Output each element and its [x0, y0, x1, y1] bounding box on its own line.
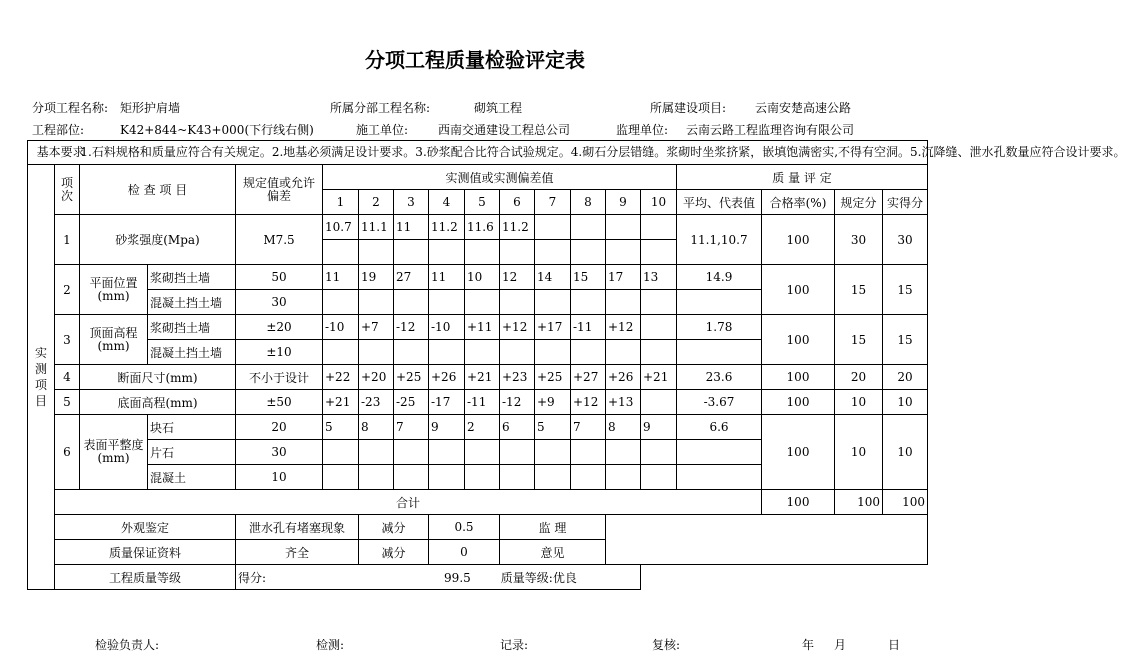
appearance-row	[28, 515, 928, 540]
row-item-name: 砂浆强度(Mpa)	[80, 215, 236, 265]
row-number: 2	[55, 265, 80, 315]
measured-value	[571, 290, 606, 315]
table-row	[28, 315, 928, 340]
measured-value: +21	[323, 390, 359, 415]
measured-value: 11	[429, 265, 465, 290]
row-actual-score: 10	[883, 390, 928, 415]
measured-value	[429, 290, 465, 315]
row-spec: 20	[236, 415, 323, 440]
supervisor-value: 云南云路工程监理咨询有限公司	[686, 123, 855, 137]
measured-value: -10	[429, 315, 465, 340]
item-unit: (mm)	[97, 288, 130, 303]
measured-value: +9	[535, 390, 571, 415]
requirements-row	[28, 141, 928, 165]
total-row	[28, 490, 928, 515]
measured-value	[571, 465, 606, 490]
grade-label: 工程质量等级	[55, 565, 236, 590]
row-spec-score: 10	[835, 415, 883, 490]
measured-value	[359, 240, 394, 265]
row-item-name	[80, 415, 148, 490]
measured-value	[535, 465, 571, 490]
supervisor-label: 监理单位:	[616, 123, 669, 137]
division-value: 砌筑工程	[474, 101, 523, 115]
measured-value	[535, 290, 571, 315]
header-spec-score: 规定分	[835, 190, 883, 215]
total-actual-score: 100	[883, 490, 928, 515]
measured-value: 9	[429, 415, 465, 440]
measured-value: 12	[500, 265, 535, 290]
item-name: 表面平整度	[83, 438, 144, 452]
qa-deduct-label: 减分	[359, 540, 429, 565]
measured-value: +27	[571, 365, 606, 390]
item-name: 平面位置	[89, 275, 138, 290]
grade-level-value: 优良	[552, 570, 577, 585]
measured-value: 7	[394, 415, 429, 440]
table-row	[28, 215, 928, 240]
measured-value	[641, 290, 677, 315]
measured-value	[606, 215, 641, 240]
row-spec-score: 30	[835, 215, 883, 265]
measured-value	[500, 290, 535, 315]
table-row	[28, 415, 928, 440]
measured-value: +22	[323, 365, 359, 390]
grade-blank	[641, 565, 928, 590]
measured-value: 14	[535, 265, 571, 290]
row-spec: 50	[236, 265, 323, 290]
measured-value	[500, 340, 535, 365]
item-unit: (mm)	[97, 451, 130, 465]
measured-value	[606, 440, 641, 465]
row-sub-item: 块石	[148, 415, 236, 440]
score-value: 99.5	[444, 570, 471, 585]
row-pass-rate: 100	[762, 315, 835, 365]
measured-value: 13	[641, 265, 677, 290]
measured-value	[571, 340, 606, 365]
row-number: 3	[55, 315, 80, 365]
row-pass-rate: 100	[762, 390, 835, 415]
measured-value: 9	[641, 415, 677, 440]
measured-value: -23	[359, 390, 394, 415]
row-item-name	[80, 265, 148, 315]
measured-value	[429, 340, 465, 365]
measured-value: 27	[394, 265, 429, 290]
measured-value: +26	[606, 365, 641, 390]
project-value: 云南安楚高速公路	[755, 101, 852, 115]
row-avg	[677, 340, 762, 365]
row-actual-score: 30	[883, 215, 928, 265]
row-spec: 30	[236, 440, 323, 465]
year-label: 年	[802, 638, 815, 652]
inspector-label: 检验负责人:	[95, 638, 160, 652]
row-avg	[677, 290, 762, 315]
day-label: 日	[888, 638, 901, 652]
measured-value: 19	[359, 265, 394, 290]
measured-value: 5	[535, 415, 571, 440]
month-label: 月	[834, 638, 847, 652]
measured-value	[359, 440, 394, 465]
measured-value: 8	[606, 415, 641, 440]
row-number: 1	[55, 215, 80, 265]
measured-value	[571, 215, 606, 240]
column-header-row	[28, 165, 928, 190]
item-unit: (mm)	[97, 338, 130, 353]
requirements-text: 1.石料规格和质量应符合有关规定。2.地基必须满足设计要求。3.砂浆配合比符合试验规定。4.砌石分层错缝。浆砌时坐浆挤紧，嵌填饱满密实,不得有空洞。5.沉降缝、泄水孔数量应符合设计要求。	[80, 145, 1125, 159]
measured-value: -25	[394, 390, 429, 415]
requirements-cell	[28, 141, 1125, 165]
row-sub-item: 浆砌挡土墙	[148, 315, 236, 340]
measured-value: -12	[500, 390, 535, 415]
inspection-table	[27, 140, 1125, 590]
measured-value	[394, 440, 429, 465]
measured-value	[535, 240, 571, 265]
row-item-name	[80, 315, 148, 365]
row-spec-score: 20	[835, 365, 883, 390]
measured-value: 10	[465, 265, 500, 290]
measured-value	[641, 240, 677, 265]
measured-value	[429, 440, 465, 465]
row-sub-item: 片石	[148, 440, 236, 465]
row-item-name: 底面高程(mm)	[80, 390, 236, 415]
row-number: 5	[55, 390, 80, 415]
measured-value	[606, 240, 641, 265]
division-label: 所属分部工程名称:	[330, 101, 431, 115]
measured-value	[500, 240, 535, 265]
table-row	[28, 265, 928, 290]
measured-value: +25	[394, 365, 429, 390]
header-number: 5	[465, 190, 500, 215]
header-actual-score: 实得分	[883, 190, 928, 215]
qa-label: 质量保证资料	[55, 540, 236, 565]
contractor-label: 施工单位:	[356, 123, 409, 137]
appearance-label: 外观鉴定	[55, 515, 236, 540]
row-pass-rate: 100	[762, 415, 835, 490]
row-actual-score: 10	[883, 415, 928, 490]
review-label: 复核:	[652, 638, 681, 652]
measured-value	[465, 240, 500, 265]
row-spec: 10	[236, 465, 323, 490]
measured-value: -12	[394, 315, 429, 340]
page-title: 分项工程质量检验评定表	[365, 48, 585, 72]
location-value: K42+844~K43+000(下行线右侧)	[120, 123, 314, 137]
test-label: 检测:	[316, 638, 345, 652]
row-pass-rate: 100	[762, 215, 835, 265]
score-label: 得分:	[238, 570, 267, 585]
measured-value	[323, 465, 359, 490]
appearance-deduct: 0.5	[429, 515, 500, 540]
measured-value	[641, 315, 677, 340]
row-actual-score: 15	[883, 315, 928, 365]
measured-value	[323, 440, 359, 465]
measured-value: 17	[606, 265, 641, 290]
item-name-value: 矩形护肩墙	[120, 101, 181, 115]
measured-value	[323, 340, 359, 365]
item-name: 顶面高程	[89, 325, 138, 340]
contractor-value: 西南交通建设工程总公司	[438, 123, 571, 137]
supervision-opinion	[606, 515, 928, 565]
measured-value	[359, 340, 394, 365]
header-number: 10	[641, 190, 677, 215]
measured-value: +11	[465, 315, 500, 340]
measured-value	[606, 340, 641, 365]
row-avg: 14.9	[677, 265, 762, 290]
measured-value	[641, 440, 677, 465]
grade-level-label: 质量等级:	[500, 570, 553, 585]
header-number: 2	[359, 190, 394, 215]
row-avg: 6.6	[677, 415, 762, 440]
measured-value: +21	[465, 365, 500, 390]
measured-value	[394, 340, 429, 365]
row-spec-score: 15	[835, 315, 883, 365]
header-item-no: 项次	[55, 165, 80, 215]
item-name-label: 分项工程名称:	[32, 101, 109, 115]
row-avg: 1.78	[677, 315, 762, 340]
measured-value: +21	[641, 365, 677, 390]
header-measured: 实测值或实测偏差值	[323, 165, 677, 190]
project-label: 所属建设项目:	[650, 101, 727, 115]
measured-value: 5	[323, 415, 359, 440]
row-avg: -3.67	[677, 390, 762, 415]
measured-value	[535, 440, 571, 465]
record-label: 记录:	[500, 638, 529, 652]
measured-value: 2	[465, 415, 500, 440]
header-avg: 平均、代表值	[677, 190, 762, 215]
measured-value: +25	[535, 365, 571, 390]
measured-value	[465, 290, 500, 315]
measured-value: 11	[394, 215, 429, 240]
measured-value	[394, 290, 429, 315]
row-spec: 不小于设计	[236, 365, 323, 390]
measured-value	[535, 340, 571, 365]
measured-value	[359, 465, 394, 490]
total-spec-score: 100	[835, 490, 883, 515]
measured-value: +12	[500, 315, 535, 340]
measured-value	[465, 440, 500, 465]
row-sub-item: 混凝土	[148, 465, 236, 490]
measured-value: +23	[500, 365, 535, 390]
measured-value: -11	[465, 390, 500, 415]
measured-value	[571, 440, 606, 465]
measured-value	[323, 240, 359, 265]
row-item-name: 断面尺寸(mm)	[80, 365, 236, 390]
header-number: 7	[535, 190, 571, 215]
measured-value: +26	[429, 365, 465, 390]
row-avg: 23.6	[677, 365, 762, 390]
measured-value	[606, 290, 641, 315]
measured-value	[641, 390, 677, 415]
header-spec: 规定值或允许偏差	[236, 165, 323, 215]
header-number: 6	[500, 190, 535, 215]
header-check-item: 检 查 项 目	[80, 165, 236, 215]
row-avg	[677, 440, 762, 465]
row-number: 6	[55, 415, 80, 490]
header-number: 4	[429, 190, 465, 215]
requirements-label: 基本要求	[36, 145, 85, 159]
row-spec: ±10	[236, 340, 323, 365]
side-label: 实 测 项 目	[28, 165, 55, 590]
measured-value: +13	[606, 390, 641, 415]
row-spec: 30	[236, 290, 323, 315]
table-row	[28, 365, 928, 390]
measured-value	[323, 290, 359, 315]
measured-value: -17	[429, 390, 465, 415]
total-pass-rate: 100	[762, 490, 835, 515]
measured-value: +20	[359, 365, 394, 390]
row-avg: 11.1,10.7	[677, 215, 762, 265]
measured-value	[465, 465, 500, 490]
measured-value	[641, 465, 677, 490]
qa-value: 齐全	[236, 540, 359, 565]
measured-value: 10.7	[323, 215, 359, 240]
opinion-label: 意见	[500, 540, 606, 565]
measured-value	[606, 465, 641, 490]
grade-cell	[236, 565, 641, 590]
row-spec-score: 10	[835, 390, 883, 415]
row-pass-rate: 100	[762, 265, 835, 315]
header-number: 3	[394, 190, 429, 215]
header-number: 8	[571, 190, 606, 215]
measured-value: -10	[323, 315, 359, 340]
header-number: 9	[606, 190, 641, 215]
measured-value: 11.1	[359, 215, 394, 240]
measured-value	[465, 340, 500, 365]
measured-value	[429, 240, 465, 265]
measured-value	[535, 215, 571, 240]
total-label: 合计	[55, 490, 762, 515]
measured-value	[500, 465, 535, 490]
measured-value	[571, 240, 606, 265]
row-spec: ±50	[236, 390, 323, 415]
row-sub-item: 浆砌挡土墙	[148, 265, 236, 290]
grade-row	[28, 565, 928, 590]
row-number: 4	[55, 365, 80, 390]
row-sub-item: 混凝土挡土墙	[148, 340, 236, 365]
location-label: 工程部位:	[32, 123, 85, 137]
row-pass-rate: 100	[762, 365, 835, 390]
header-quality: 质 量 评 定	[677, 165, 928, 190]
measured-value	[641, 340, 677, 365]
table-row	[28, 390, 928, 415]
supervision-label: 监 理	[500, 515, 606, 540]
appearance-deduct-label: 减分	[359, 515, 429, 540]
measured-value: 8	[359, 415, 394, 440]
header-number: 1	[323, 190, 359, 215]
appearance-value: 泄水孔有堵塞现象	[236, 515, 359, 540]
measured-value	[394, 465, 429, 490]
header-pass-rate: 合格率(%)	[762, 190, 835, 215]
measured-value: 15	[571, 265, 606, 290]
measured-value: 7	[571, 415, 606, 440]
measured-value: -11	[571, 315, 606, 340]
measured-value	[500, 440, 535, 465]
measured-value	[394, 240, 429, 265]
row-sub-item: 混凝土挡土墙	[148, 290, 236, 315]
measured-value: +12	[606, 315, 641, 340]
measured-value: 11.6	[465, 215, 500, 240]
measured-value: 11.2	[429, 215, 465, 240]
measured-value: +7	[359, 315, 394, 340]
measured-value	[641, 215, 677, 240]
qa-deduct: 0	[429, 540, 500, 565]
measured-value: 6	[500, 415, 535, 440]
row-actual-score: 15	[883, 265, 928, 315]
measured-value	[429, 465, 465, 490]
row-spec: M7.5	[236, 215, 323, 265]
measured-value: +12	[571, 390, 606, 415]
measured-value: 11.2	[500, 215, 535, 240]
row-spec: ±20	[236, 315, 323, 340]
measured-value: 11	[323, 265, 359, 290]
row-avg	[677, 465, 762, 490]
measured-value: +17	[535, 315, 571, 340]
row-spec-score: 15	[835, 265, 883, 315]
measured-value	[359, 290, 394, 315]
row-actual-score: 20	[883, 365, 928, 390]
